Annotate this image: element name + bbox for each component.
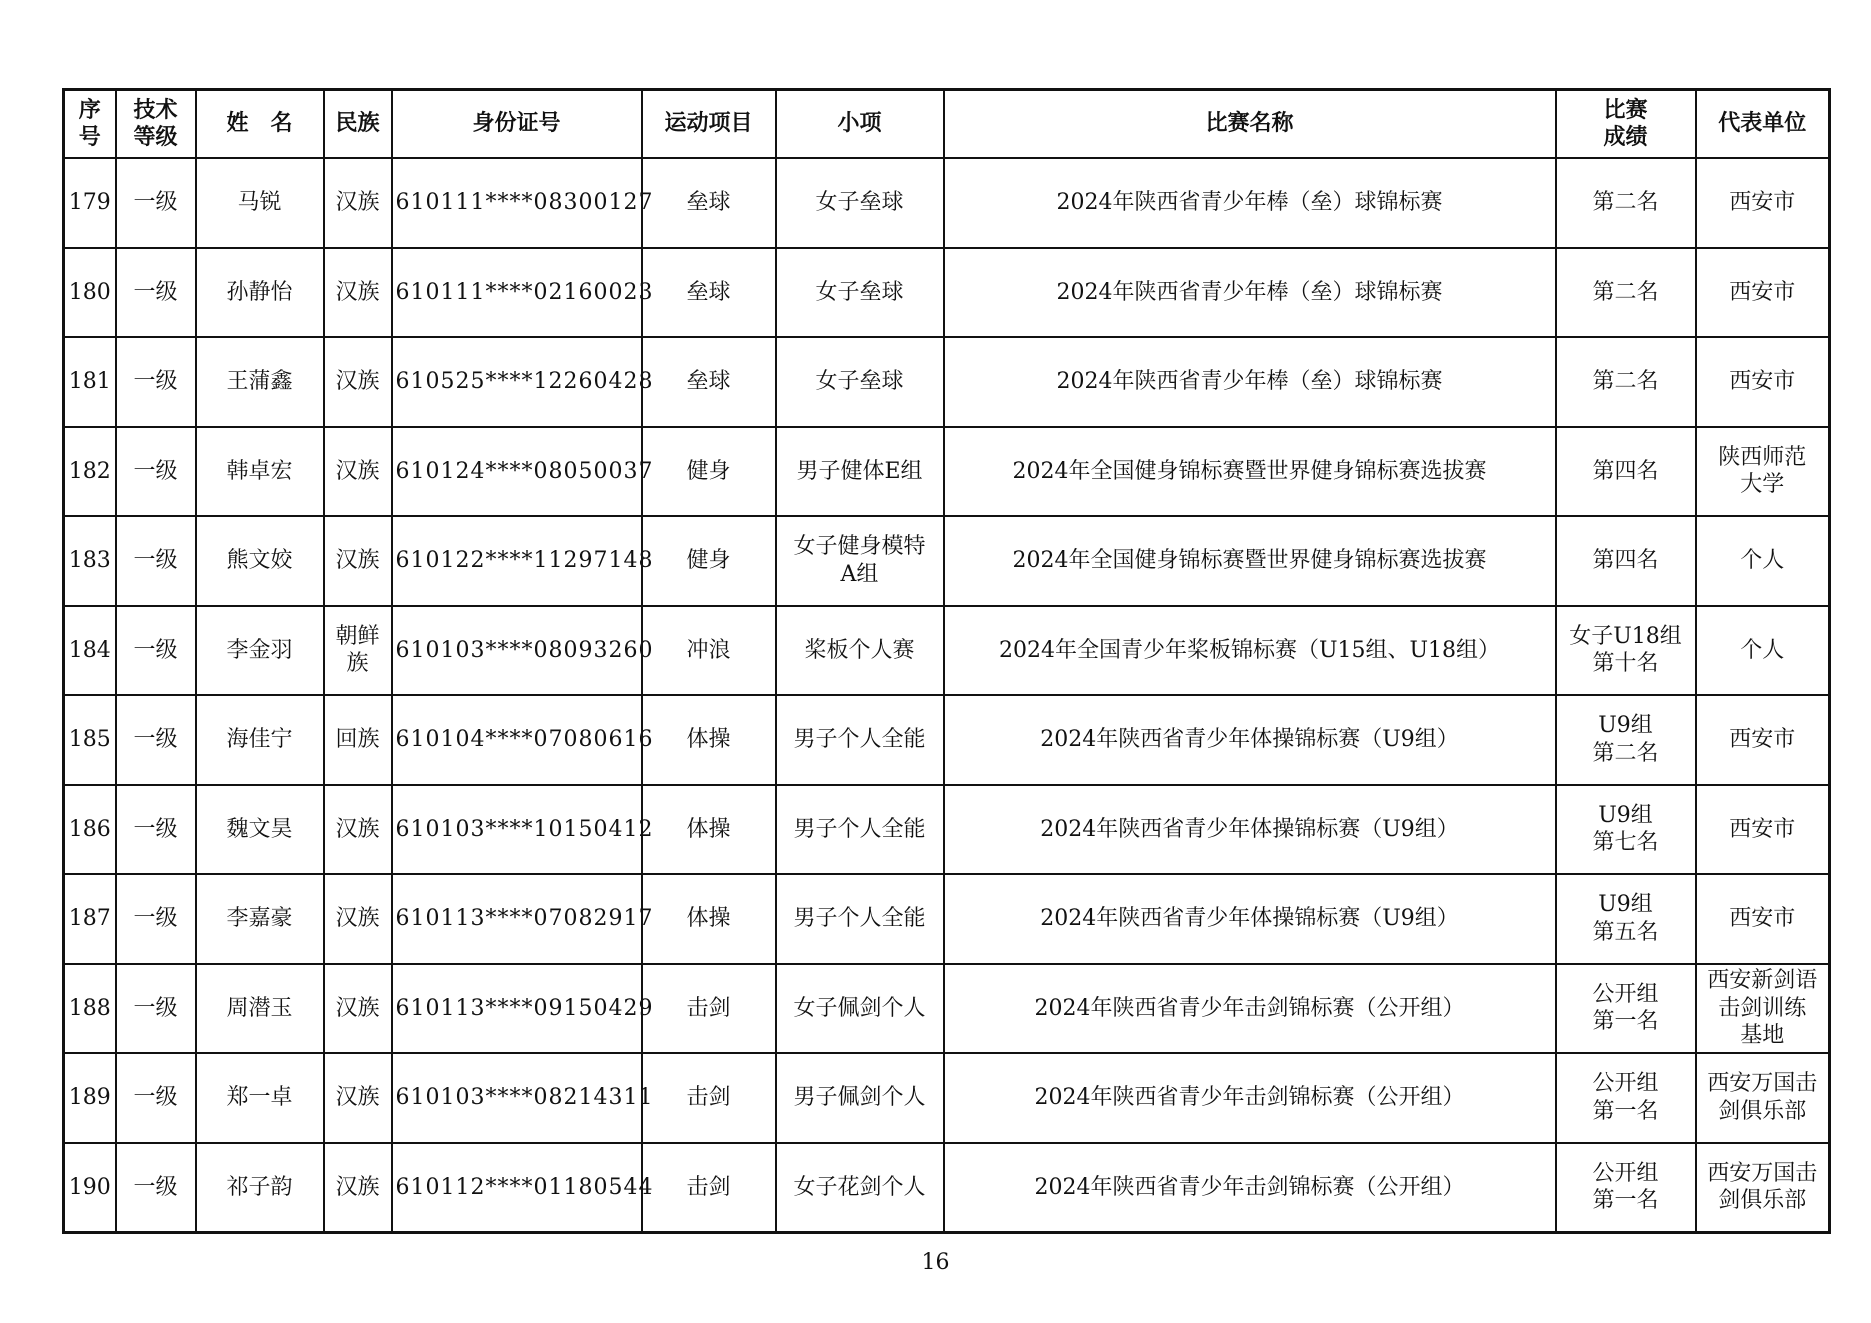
cell-event-line: 女子垒球 [815,279,904,305]
cell-ethnic-line: 汉族 [335,279,380,305]
cell-result-line: 第二名 [1592,369,1659,394]
table-row [64,337,1830,427]
cell-result [1556,785,1696,875]
cell-serial: 179 [64,158,116,248]
cell-level: 一级 [116,964,196,1054]
column-header [196,90,324,159]
cell-ethnic-line: 回族 [335,727,380,752]
cell-event [776,158,944,248]
cell-ethnic [324,964,392,1054]
cell-event-line: 女子佩剑个人 [793,995,926,1021]
cell-competition: 2024年陕西省青少年击剑锦标赛（公开组） [944,1143,1556,1233]
cell-level: 一级 [116,1053,196,1143]
cell-ethnic [324,785,392,875]
cell-serial: 185 [64,695,116,785]
cell-sport: 健身 [642,427,776,517]
cell-result [1556,1143,1696,1233]
cell-unit-line: 西安市 [1729,906,1796,931]
cell-competition: 2024年陕西省青少年体操锦标赛（U9组） [944,874,1556,964]
cell-event [776,695,944,785]
cell-result [1556,606,1696,696]
cell-competition: 2024年陕西省青少年棒（垒）球锦标赛 [944,248,1556,338]
cell-event-line: 女子垒球 [815,190,904,215]
cell-competition: 2024年陕西省青少年击剑锦标赛（公开组） [944,1053,1556,1143]
cell-name: 王蒲鑫 [196,337,324,427]
cell-result [1556,516,1696,606]
cell-unit [1696,695,1830,785]
cell-ethnic [324,1143,392,1233]
cell-event [776,964,944,1054]
cell-serial: 188 [64,964,116,1054]
column-header-line: 比赛名称 [1205,111,1294,137]
header-row [64,90,1830,159]
column-header-line: 技术 [133,97,178,123]
cell-unit-line: 西安市 [1729,369,1796,394]
cell-sport: 体操 [642,785,776,875]
cell-name: 周潜玉 [196,964,324,1054]
table-body [64,158,1830,1233]
column-header [324,90,392,159]
cell-id-number: 610113****07082917 [392,874,642,964]
cell-result [1556,337,1696,427]
table-row [64,964,1830,1054]
cell-sport: 垒球 [642,158,776,248]
cell-ethnic-line: 汉族 [335,906,380,931]
column-header-line: 小项 [837,111,882,137]
cell-competition: 2024年全国健身锦标赛暨世界健身锦标赛选拔赛 [944,427,1556,517]
cell-ethnic [324,248,392,338]
cell-sport: 击剑 [642,1143,776,1233]
column-header-line: 比赛 [1603,97,1648,123]
cell-result-line: 女子U18组 [1569,623,1682,649]
cell-ethnic-line: 汉族 [335,369,380,394]
cell-result-line: 第一名 [1592,1009,1659,1035]
cell-unit [1696,964,1830,1054]
column-header [776,90,944,159]
cell-event [776,874,944,964]
page-number: 16 [921,1250,950,1275]
cell-ethnic-line: 族 [346,651,369,677]
cell-result-line: U9组 [1598,713,1653,739]
cell-unit [1696,874,1830,964]
cell-unit-line: 西安市 [1729,279,1796,305]
cell-name: 熊文姣 [196,516,324,606]
table-row [64,606,1830,696]
cell-event-line: 女子健身模特 [793,534,926,560]
cell-competition: 2024年陕西省青少年击剑锦标赛（公开组） [944,964,1556,1054]
cell-event-line: 男子个人全能 [793,906,926,931]
table-row [64,785,1830,875]
cell-result [1556,874,1696,964]
cell-event [776,1143,944,1233]
cell-unit [1696,516,1830,606]
cell-id-number: 610103****08093260 [392,606,642,696]
cell-level: 一级 [116,337,196,427]
cell-name: 李金羽 [196,606,324,696]
column-header [1556,90,1696,159]
cell-unit-line: 剑俱乐部 [1718,1098,1807,1124]
cell-name: 孙静怡 [196,248,324,338]
cell-competition: 2024年全国青少年桨板锦标赛（U15组、U18组） [944,606,1556,696]
cell-event [776,248,944,338]
cell-competition: 2024年全国健身锦标赛暨世界健身锦标赛选拔赛 [944,516,1556,606]
cell-ethnic-line: 汉族 [335,458,380,484]
table-row [64,248,1830,338]
cell-event [776,785,944,875]
cell-result [1556,427,1696,517]
column-header-line: 号 [78,125,101,150]
cell-event-line: 男子个人全能 [793,816,926,842]
cell-id-number: 610124****08050037 [392,427,642,517]
cell-event [776,337,944,427]
cell-result-line: U9组 [1598,802,1653,828]
cell-ethnic [324,337,392,427]
cell-serial: 190 [64,1143,116,1233]
cell-unit [1696,785,1830,875]
cell-level: 一级 [116,427,196,517]
cell-event-line: 男子健体E组 [796,458,923,484]
cell-ethnic [324,158,392,248]
cell-serial: 182 [64,427,116,517]
column-header [642,90,776,159]
cell-result-line: 公开组 [1592,1071,1659,1097]
cell-unit-line: 大学 [1740,472,1785,498]
cell-ethnic-line: 汉族 [335,548,380,573]
cell-id-number: 610103****10150412 [392,785,642,875]
cell-level: 一级 [116,606,196,696]
cell-name: 韩卓宏 [196,427,324,517]
cell-unit [1696,337,1830,427]
cell-event-line: 桨板个人赛 [804,637,915,663]
cell-serial: 181 [64,337,116,427]
cell-level: 一级 [116,874,196,964]
cell-sport: 体操 [642,695,776,785]
cell-ethnic-line: 朝鲜 [335,623,380,649]
cell-serial: 183 [64,516,116,606]
cell-competition: 2024年陕西省青少年棒（垒）球锦标赛 [944,337,1556,427]
cell-level: 一级 [116,785,196,875]
cell-unit [1696,606,1830,696]
cell-serial: 187 [64,874,116,964]
cell-event-line: A组 [840,561,879,587]
column-header [944,90,1556,159]
cell-result-line: 第四名 [1592,548,1659,573]
cell-unit-line: 西安市 [1729,190,1796,215]
table-row [64,1143,1830,1233]
cell-name: 马锐 [196,158,324,248]
cell-id-number: 610111****02160023 [392,248,642,338]
cell-result-line: 第七名 [1592,830,1659,856]
cell-unit [1696,1143,1830,1233]
cell-unit [1696,158,1830,248]
table-row [64,874,1830,964]
cell-id-number: 610103****08214311 [392,1053,642,1143]
column-header-line: 成绩 [1603,125,1648,150]
cell-event-line: 女子垒球 [815,369,904,394]
cell-ethnic [324,606,392,696]
cell-ethnic-line: 汉族 [335,816,380,842]
cell-result-line: 第五名 [1592,919,1659,945]
cell-id-number: 610525****12260428 [392,337,642,427]
cell-level: 一级 [116,248,196,338]
cell-level: 一级 [116,158,196,248]
cell-competition: 2024年陕西省青少年体操锦标赛（U9组） [944,695,1556,785]
cell-result-line: 公开组 [1592,981,1659,1007]
table-header [64,90,1830,159]
cell-result-line: 第二名 [1592,279,1659,305]
cell-competition: 2024年陕西省青少年棒（垒）球锦标赛 [944,158,1556,248]
column-header [1696,90,1830,159]
cell-unit-line: 基地 [1740,1023,1785,1048]
cell-result-line: 公开组 [1592,1160,1659,1186]
column-header-line: 代表单位 [1718,111,1807,137]
cell-unit-line: 击剑训练 [1718,995,1807,1021]
column-header [392,90,642,159]
cell-id-number: 610122****11297148 [392,516,642,606]
column-header [116,90,196,159]
column-header-line: 运动项目 [664,111,753,137]
cell-event [776,427,944,517]
athlete-table [62,88,1831,1234]
cell-result [1556,695,1696,785]
cell-name: 海佳宁 [196,695,324,785]
cell-unit [1696,1053,1830,1143]
cell-id-number: 610113****09150429 [392,964,642,1054]
cell-unit-line: 个人 [1740,637,1785,663]
cell-result-line: 第二名 [1592,740,1659,766]
cell-serial: 189 [64,1053,116,1143]
cell-event-line: 男子个人全能 [793,727,926,752]
cell-result [1556,248,1696,338]
cell-ethnic-line: 汉族 [335,190,380,215]
cell-name: 郑一卓 [196,1053,324,1143]
cell-sport: 冲浪 [642,606,776,696]
cell-result-line: U9组 [1598,892,1653,918]
cell-event [776,606,944,696]
cell-event [776,516,944,606]
cell-result-line: 第十名 [1592,651,1659,677]
cell-sport: 垒球 [642,337,776,427]
cell-sport: 击剑 [642,1053,776,1143]
cell-level: 一级 [116,516,196,606]
cell-result [1556,1053,1696,1143]
cell-name: 魏文昊 [196,785,324,875]
cell-id-number: 610112****01180544 [392,1143,642,1233]
cell-ethnic-line: 汉族 [335,1085,380,1110]
cell-result-line: 第四名 [1592,458,1659,484]
cell-sport: 垒球 [642,248,776,338]
column-header-line: 序 [78,97,101,123]
column-header-line: 身份证号 [472,111,561,137]
cell-unit-line: 个人 [1740,548,1785,573]
cell-id-number: 610111****08300127 [392,158,642,248]
cell-ethnic [324,516,392,606]
cell-event-line: 女子花剑个人 [793,1174,926,1200]
cell-unit-line: 剑俱乐部 [1718,1188,1807,1214]
cell-result [1556,964,1696,1054]
cell-result-line: 第一名 [1592,1098,1659,1124]
column-header [64,90,116,159]
cell-unit [1696,248,1830,338]
cell-unit [1696,427,1830,517]
column-header-line: 民族 [335,111,380,137]
cell-unit-line: 西安市 [1729,727,1796,752]
cell-name: 李嘉豪 [196,874,324,964]
cell-ethnic [324,695,392,785]
table-row [64,516,1830,606]
cell-unit-line: 西安万国击 [1707,1071,1818,1097]
cell-competition: 2024年陕西省青少年体操锦标赛（U9组） [944,785,1556,875]
cell-name: 祁子韵 [196,1143,324,1233]
table-row [64,1053,1830,1143]
cell-serial: 184 [64,606,116,696]
cell-sport: 健身 [642,516,776,606]
table-row [64,695,1830,785]
table-row [64,158,1830,248]
cell-unit-line: 西安市 [1729,816,1796,842]
cell-serial: 186 [64,785,116,875]
cell-level: 一级 [116,695,196,785]
cell-sport: 体操 [642,874,776,964]
cell-event [776,1053,944,1143]
cell-id-number: 610104****07080616 [392,695,642,785]
cell-level: 一级 [116,1143,196,1233]
cell-sport: 击剑 [642,964,776,1054]
column-header-line: 姓 名 [226,111,293,137]
cell-ethnic-line: 汉族 [335,995,380,1021]
cell-ethnic [324,427,392,517]
cell-ethnic [324,874,392,964]
cell-unit-line: 西安新剑语 [1707,968,1818,993]
cell-ethnic [324,1053,392,1143]
cell-result-line: 第二名 [1592,190,1659,215]
cell-serial: 180 [64,248,116,338]
cell-ethnic-line: 汉族 [335,1174,380,1200]
cell-result-line: 第一名 [1592,1188,1659,1214]
table-row [64,427,1830,517]
cell-unit-line: 西安万国击 [1707,1160,1818,1186]
cell-result [1556,158,1696,248]
cell-unit-line: 陕西师范 [1718,444,1807,470]
column-header-line: 等级 [133,125,178,150]
cell-event-line: 男子佩剑个人 [793,1085,926,1110]
